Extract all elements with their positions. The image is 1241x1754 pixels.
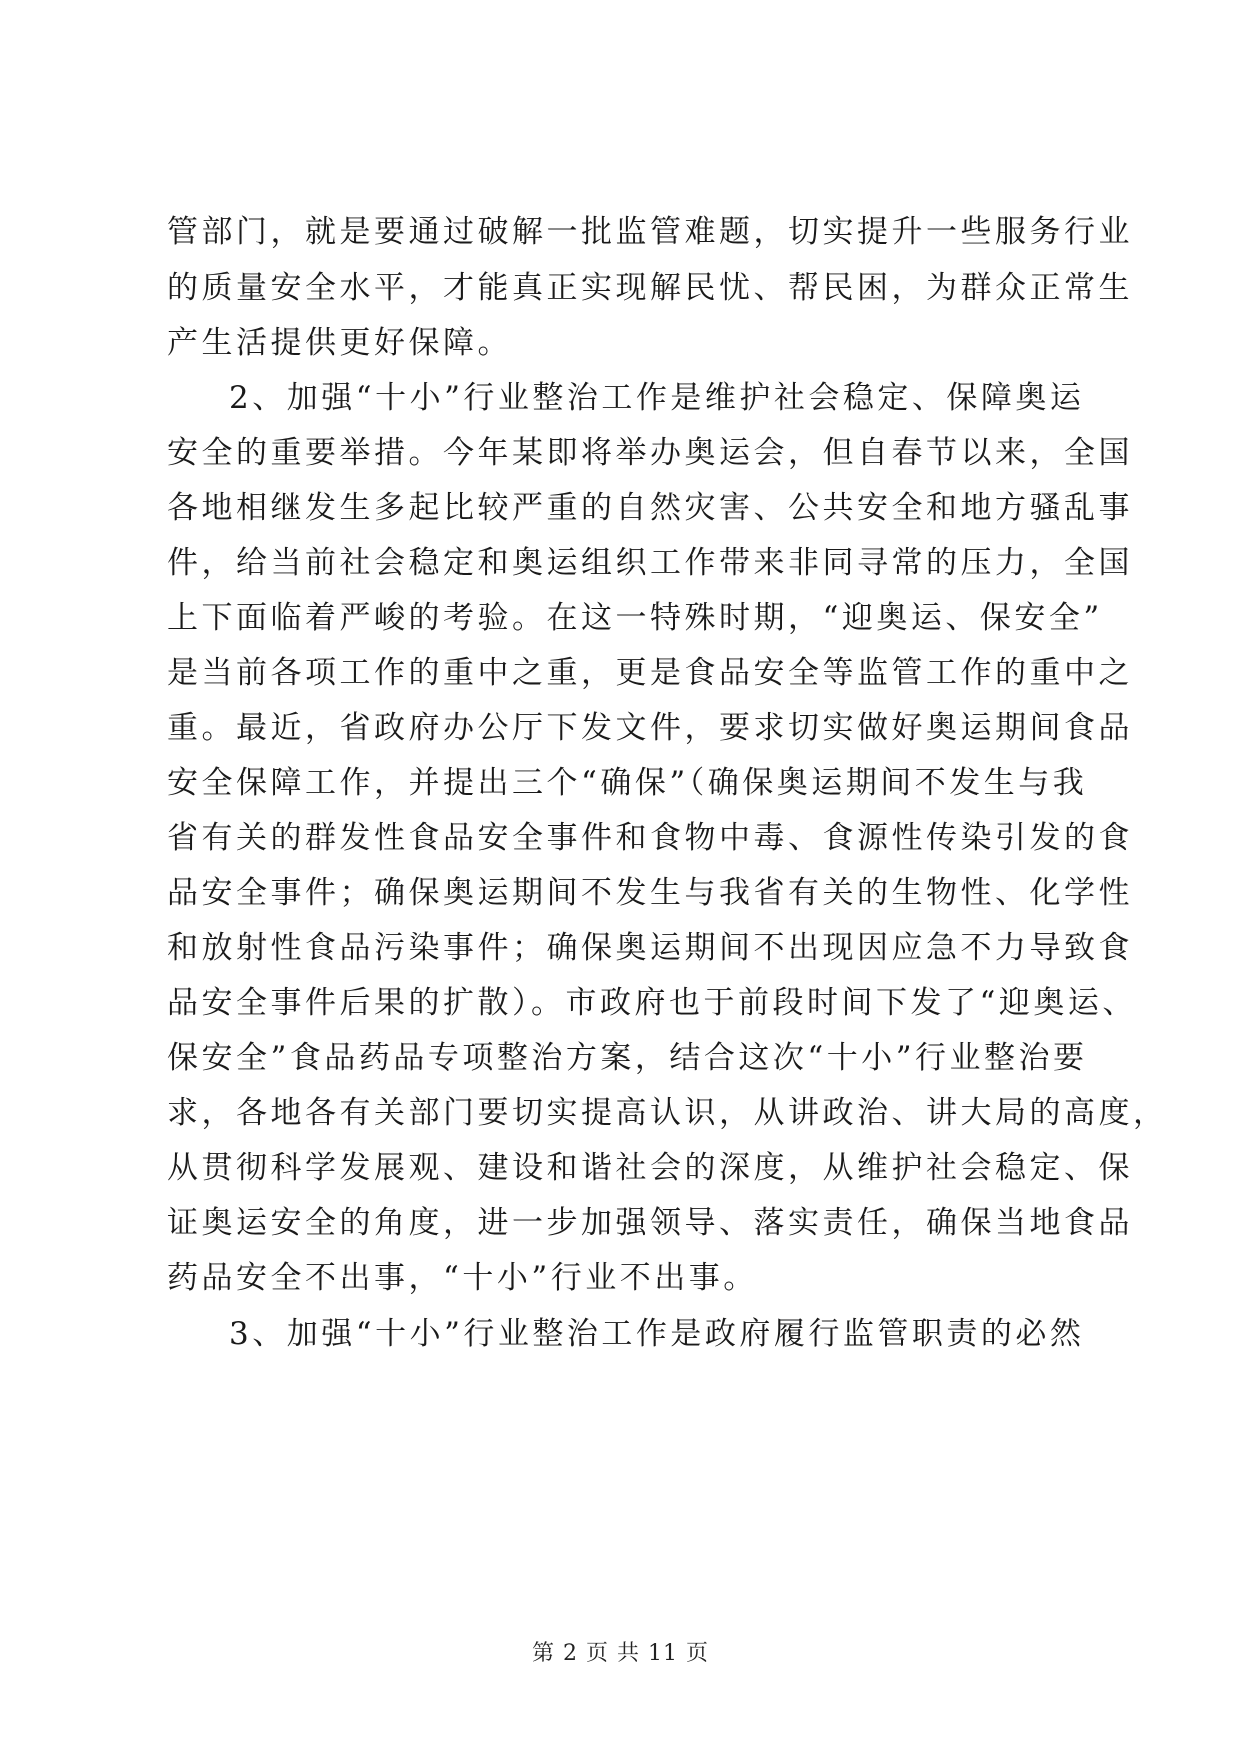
text-line: 药品安全不出事，“十小”行业不出事。 — [167, 1260, 758, 1296]
text-line: 从贯彻科学发展观、建设和谐社会的深度，从维护社会稳定、保 — [167, 1150, 1133, 1186]
text-line: 品安全事件；确保奥运期间不发生与我省有关的生物性、化学性 — [167, 875, 1133, 911]
text-line: 的质量安全水平，才能真正实现解民忧、帮民困，为群众正常生 — [167, 270, 1133, 306]
text-line: 省有关的群发性食品安全事件和食物中毒、食源性传染引发的食 — [167, 820, 1133, 856]
text-line: 求，各地各有关部门要切实提高认识，从讲政治、讲大局的高度， — [167, 1095, 1168, 1131]
text-line: 安全保障工作，并提出三个“确保”（确保奥运期间不发生与我 — [167, 765, 1088, 801]
text-line: 和放射性食品污染事件；确保奥运期间不出现因应急不力导致食 — [167, 930, 1133, 966]
paragraph-start-line: 3、加强“十小”行业整治工作是政府履行监管职责的必然 — [229, 1316, 1085, 1352]
text-line: 上下面临着严峻的考验。在这一特殊时期，“迎奥运、保安全” — [167, 600, 1103, 636]
page-number-footer: 第 2 页 共 11 页 — [532, 1641, 709, 1666]
text-line: 管部门，就是要通过破解一批监管难题，切实提升一些服务行业 — [167, 214, 1133, 250]
text-line: 品安全事件后果的扩散）。市政府也于前段时间下发了“迎奥运、 — [167, 985, 1137, 1021]
text-line: 各地相继发生多起比较严重的自然灾害、公共安全和地方骚乱事 — [167, 490, 1133, 526]
paragraph-start-line: 2、加强“十小”行业整治工作是维护社会稳定、保障奥运 — [229, 380, 1085, 416]
text-line: 安全的重要举措。今年某即将举办奥运会，但自春节以来，全国 — [167, 435, 1133, 471]
text-line: 证奥运安全的角度，进一步加强领导、落实责任，确保当地食品 — [167, 1205, 1133, 1241]
text-line: 是当前各项工作的重中之重，更是食品安全等监管工作的重中之 — [167, 655, 1133, 691]
text-line: 重。最近，省政府办公厅下发文件，要求切实做好奥运期间食品 — [167, 710, 1133, 746]
text-line: 件，给当前社会稳定和奥运组织工作带来非同寻常的压力，全国 — [167, 545, 1133, 581]
text-line: 产生活提供更好保障。 — [167, 325, 512, 361]
text-line: 保安全”食品药品专项整治方案，结合这次“十小”行业整治要 — [167, 1040, 1088, 1076]
